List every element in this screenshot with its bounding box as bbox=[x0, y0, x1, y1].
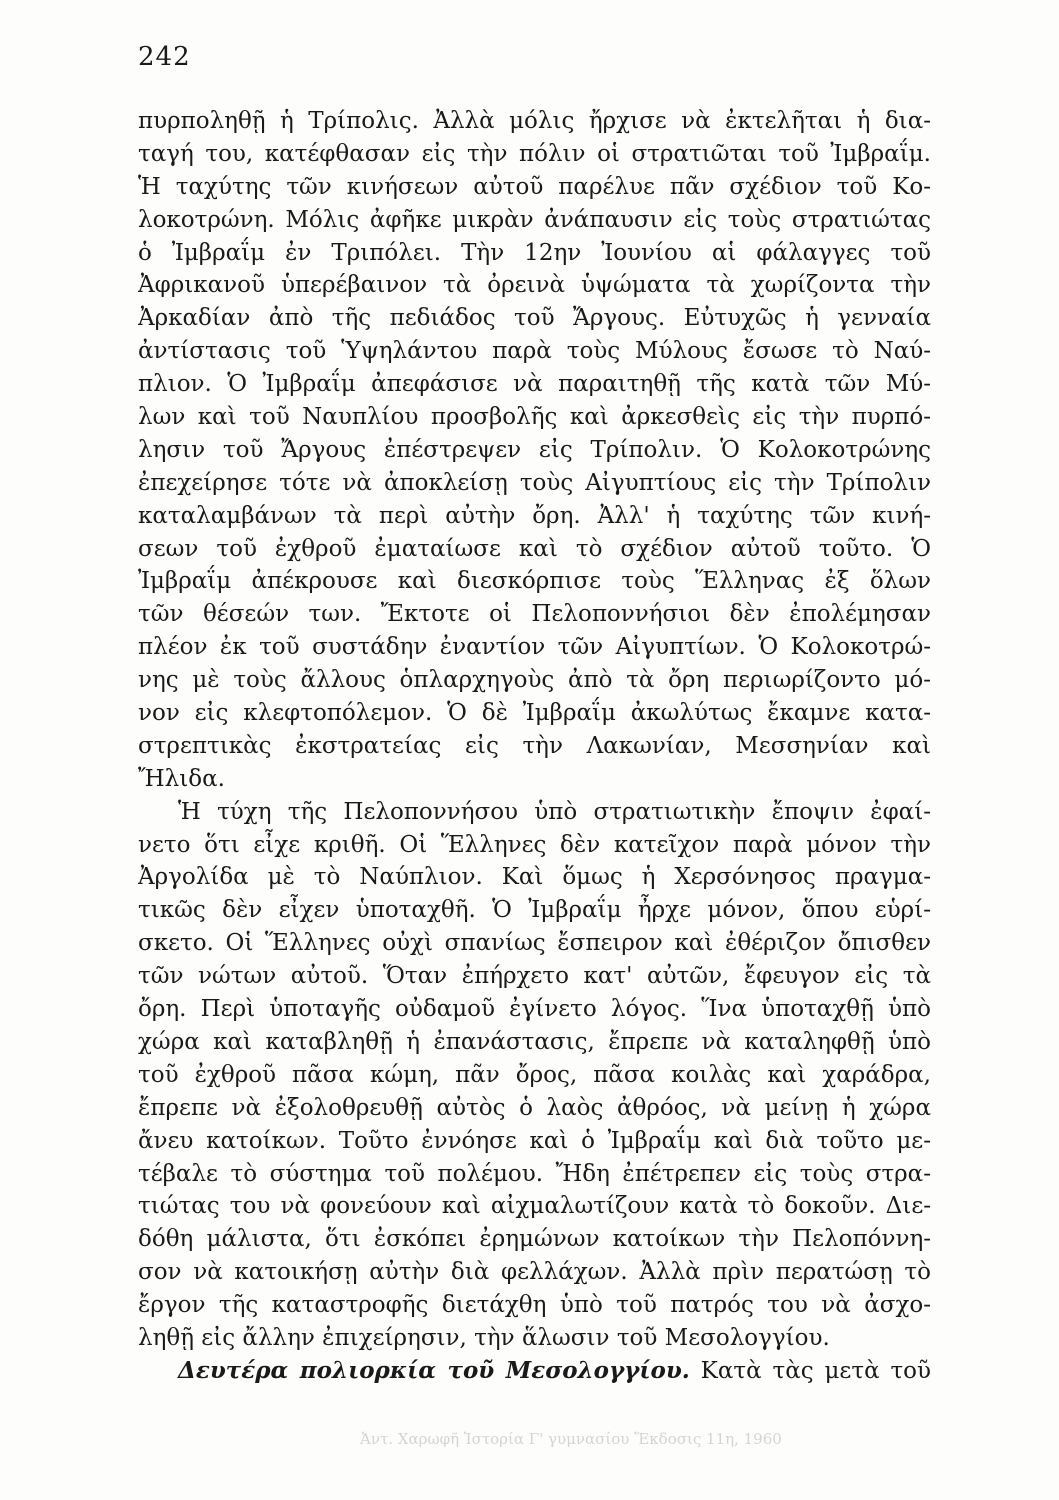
text-line: χώρα καὶ καταβληθῇ ἡ ἐπανάστασις, ἔπρεπε νὰ καταληφθῇ ὑπὸ bbox=[138, 1028, 931, 1055]
paragraph-end-line: Ἤλιδα. bbox=[138, 765, 225, 792]
text-line: νετο ὅτι εἶχε κριθῆ. Οἱ Ἕλληνες δὲν κατεῖχον παρὰ μόνον τὴν bbox=[138, 831, 931, 858]
text-line: τῶν θέσεών των. Ἔκτοτε οἱ Πελοποννήσιοι δὲν ἐπολέμησαν bbox=[138, 601, 931, 628]
text-line: ἔργον τῆς καταστροφῆς διετάχθη ὑπὸ τοῦ πατρός του νὰ ἀσχο- bbox=[138, 1292, 931, 1319]
text-line: ἄνευ κατοίκων. Τοῦτο ἐννόησε καὶ ὁ Ἰμβραΐμ καὶ διὰ τοῦτο με- bbox=[138, 1127, 931, 1154]
text-line: ὁ Ἰμβραΐμ ἐν Τριπόλει. Τὴν 12ην Ἰουνίου αἱ φάλαγγες τοῦ bbox=[138, 239, 931, 266]
text-line: σεων τοῦ ἐχθροῦ ἐματαίωσε καὶ τὸ σχέδιον αὐτοῦ τοῦτο. Ὁ bbox=[138, 535, 931, 562]
text-line: σον νὰ κατοικήσῃ αὐτὴν διὰ φελλάχων. Ἀλλὰ πρὶν περατώσῃ τὸ bbox=[138, 1259, 931, 1286]
text-line: σκετο. Οἱ Ἕλληνες οὐχὶ σπανίως ἔσπειρον καὶ ἐθέριζον ὄπισθεν bbox=[138, 930, 931, 957]
text-line: πλέον ἐκ τοῦ συστάδην ἐναντίον τῶν Αἰγυπτίων. Ὁ Κολοκοτρώ- bbox=[138, 634, 931, 661]
text-line: Ἡ ταχύτης τῶν κινήσεων αὐτοῦ παρέλυε πᾶν σχέδιον τοῦ Κο- bbox=[138, 173, 931, 200]
text-line: πλιον. Ὁ Ἰμβραΐμ ἀπεφάσισε νὰ παραιτηθῇ τῆς κατὰ τῶν Μύ- bbox=[138, 371, 931, 398]
section-heading-continuation: Κατὰ τὰς μετὰ τοῦ bbox=[700, 1357, 931, 1384]
text-line: Ἀφρικανοῦ ὑπερέβαινον τὰ ὀρεινὰ ὑψώματα τὰ χωρίζοντα τὴν bbox=[138, 272, 931, 299]
text-line: λησιν τοῦ Ἄργους ἐπέστρεψεν εἰς Τρίπολιν. Ὁ Κολοκοτρώνης bbox=[138, 436, 931, 463]
text-line: τῶν νώτων αὐτοῦ. Ὅταν ἐπήρχετο κατ' αὐτῶν, ἔφευγον εἰς τὰ bbox=[138, 963, 931, 990]
body-text bbox=[138, 105, 931, 1388]
text-line: ἐπεχείρησε τότε νὰ ἀποκλείσῃ τοὺς Αἰγυπτίους εἰς τὴν Τρίπολιν bbox=[138, 469, 931, 496]
text-line: λοκοτρώνη. Μόλις ἀφῆκε μικρὰν ἀνάπαυσιν εἰς τοὺς στρατιώτας bbox=[138, 206, 931, 233]
text-line: τικῶς δὲν εἶχεν ὑποταχθῆ. Ὁ Ἰμβραΐμ ἦρχε μόνον, ὅπου εὑρί- bbox=[138, 897, 931, 924]
text-line: πυρποληθῇ ἡ Τρίπολις. Ἀλλὰ μόλις ἤρχισε νὰ ἐκτελῆται ἡ δια- bbox=[138, 108, 931, 134]
text-line: δόθη μάλιστα, ὅτι ἐσκόπει ἐρημώνων κατοίκων τὴν Πελοπόννη- bbox=[138, 1226, 931, 1253]
text-line: Ἰμβραΐμ ἀπέκρουσε καὶ διεσκόρπισε τοὺς Ἕλληνας ἐξ ὅλων bbox=[138, 568, 931, 595]
text-line: νης μὲ τοὺς ἄλλους ὁπλαρχηγοὺς ἀπὸ τὰ ὄρη περιωρίζοντο μό- bbox=[138, 667, 931, 694]
bleed-through-footer: Ἀντ. Χαρωφῆ Ἱστορία Γ' γυμνασίου Ἔκδοσις 11η, 1960 bbox=[360, 1430, 782, 1448]
text-line: ὄρη. Περὶ ὑποταγῆς οὐδαμοῦ ἐγίνετο λόγος. Ἵνα ὑποταχθῇ ὑπὸ bbox=[138, 996, 931, 1023]
text-line: ταγή του, κατέφθασαν εἰς τὴν πόλιν οἱ στρατιῶται τοῦ Ἰμβραΐμ. bbox=[138, 140, 931, 167]
text-line: ἀντίστασις τοῦ Ὑψηλάντου παρὰ τοὺς Μύλους ἔσωσε τὸ Ναύ- bbox=[138, 338, 931, 365]
section-heading-line bbox=[138, 1355, 931, 1388]
text-line: ἔπρεπε νὰ ἐξολοθρευθῇ αὐτὸς ὁ λαὸς ἀθρόος, νὰ μείνῃ ἡ χώρα bbox=[138, 1094, 931, 1121]
page-number: 242 bbox=[138, 42, 191, 72]
paragraph-start-line: Ἡ τύχη τῆς Πελοποννήσου ὑπὸ στρατιωτικὴν ἔποψιν ἐφαί- bbox=[178, 798, 931, 825]
text-line: λων καὶ τοῦ Ναυπλίου προσβολῆς καὶ ἀρκεσθεὶς εἰς τὴν πυρπό- bbox=[138, 404, 931, 431]
paragraph-end-line: ληθῇ εἰς ἄλλην ἐπιχείρησιν, τὴν ἅλωσιν τοῦ Μεσολογγίου. bbox=[138, 1324, 830, 1351]
text-line: τιώτας του νὰ φονεύουν καὶ αἰχμαλωτίζουν κατὰ τὸ δοκοῦν. Διε- bbox=[138, 1193, 931, 1220]
text-line: Ἀργολίδα μὲ τὸ Ναύπλιον. Καὶ ὅμως ἡ Χερσόνησος πραγμα- bbox=[138, 864, 931, 891]
text-line: νον εἰς κλεφτοπόλεμον. Ὁ δὲ Ἰμβραΐμ ἀκωλύτως ἔκαμνε κατα- bbox=[138, 700, 931, 727]
text-line: τοῦ ἐχθροῦ πᾶσα κώμη, πᾶν ὄρος, πᾶσα κοιλὰς καὶ χαράδρα, bbox=[138, 1061, 931, 1088]
text-line: τέβαλε τὸ σύστημα τοῦ πολέμου. Ἤδη ἐπέτρεπεν εἰς τοὺς στρα- bbox=[138, 1160, 931, 1187]
text-line: Ἀρκαδίαν ἀπὸ τῆς πεδιάδος τοῦ Ἄργους. Εὐτυχῶς ἡ γενναία bbox=[138, 305, 931, 332]
text-line: καταλαμβάνων τὰ περὶ αὐτὴν ὄρη. Ἀλλ' ἡ ταχύτης τῶν κινή- bbox=[138, 502, 931, 529]
text-line: στρεπτικὰς ἐκστρατείας εἰς τὴν Λακωνίαν, Μεσσηνίαν καὶ bbox=[138, 732, 931, 759]
section-heading: Δευτέρα πολιορκία τοῦ Μεσολογγίου. bbox=[178, 1356, 690, 1384]
